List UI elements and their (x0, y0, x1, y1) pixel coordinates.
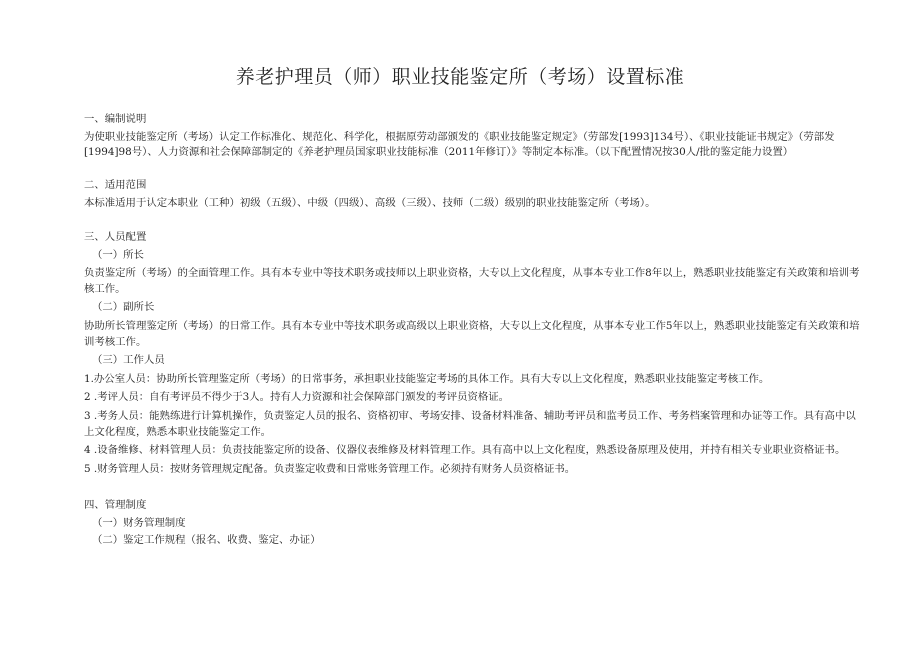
paragraph-director: 负责鉴定所（考场）的全面管理工作。具有本专业中等技术职务或技师以上职业资格，大专以上文化程度，从事本专业工作8年以上，熟悉职业技能鉴定有关政策和培训考核工作。 (84, 267, 860, 295)
list-item: （一）财务管理制度 (92, 516, 186, 529)
list-item: 1.办公室人员：协助所长管理鉴定所（考场）的日常事务，承担职业技能鉴定考场的具体工作。具有大专以上文化程度，熟悉职业技能鉴定考核工作。 (84, 372, 770, 385)
list-item: 4 .设备维修、材料管理人员：负责技能鉴定所的设备、仪器仪表维修及材料管理工作。具有高中以上文化程度，熟悉设备原理及使用，并持有相关专业职业资格证书。 (84, 444, 846, 457)
section-heading-scope: 二、适用范围 (84, 178, 147, 191)
paragraph-deputy: 协助所长管理鉴定所（考场）的日常工作。具有本专业中等技术职务或高级以上职业资格，大专以上文化程度，从事本专业工作5年以上，熟悉职业技能鉴定有关政策和培训考核工作。 (84, 319, 860, 348)
list-item: 2 .考评人员：自有考评员不得少于3人。持有人力资源和社会保障部门颁发的考评员资格证。 (84, 391, 510, 404)
section-body-compilation: 为使职业技能鉴定所（考场）认定工作标准化、规范化、科学化，根据原劳动部颁发的《职业技能鉴定规定》（劳部发[1993]134号）、《职业技能证书规定》（劳部发[1994]98号）、人力资源和社会保障部制定的《养老护理员国家职业技能标准（2011年修订）》等制定本标准。（以下配置情况按30人/批的鉴定能力设置） (84, 130, 835, 159)
document-title: 养老护理员（师）职业技能鉴定所（考场）设置标准 (235, 66, 685, 88)
list-item: 3 .考务人员：能熟练进行计算机操作，负责鉴定人员的报名、资格初审、考场安排、设备材料准备、辅助考评员和监考员工作、考务档案管理和办证等工作。具有高中以上文化程度，熟悉本职业技能鉴定工作。 (84, 409, 856, 438)
document-body (84, 112, 860, 549)
subheading-staff: （三）工作人员 (92, 354, 165, 367)
section-heading-compilation: 一、编制说明 (84, 113, 147, 125)
section-heading-management: 四、管理制度 (84, 499, 147, 512)
list-item: （二）鉴定工作规程（报名、收费、鉴定、办证） (92, 534, 321, 547)
list-item: 5 .财务管理人员：按财务管理规定配备。负责鉴定收费和日常账务管理工作。必须持有财务人员资格证书。 (84, 462, 576, 475)
section-heading-staffing: 三、人员配置 (84, 230, 147, 243)
subheading-deputy: （二）副所长 (92, 301, 155, 314)
section-body-scope: 本标准适用于认定本职业（工种）初级（五级）、中级（四级）、高级（三级）、技师（二级）级别的职业技能鉴定所（考场）。 (84, 197, 656, 210)
subheading-director: （一）所长 (92, 248, 144, 261)
